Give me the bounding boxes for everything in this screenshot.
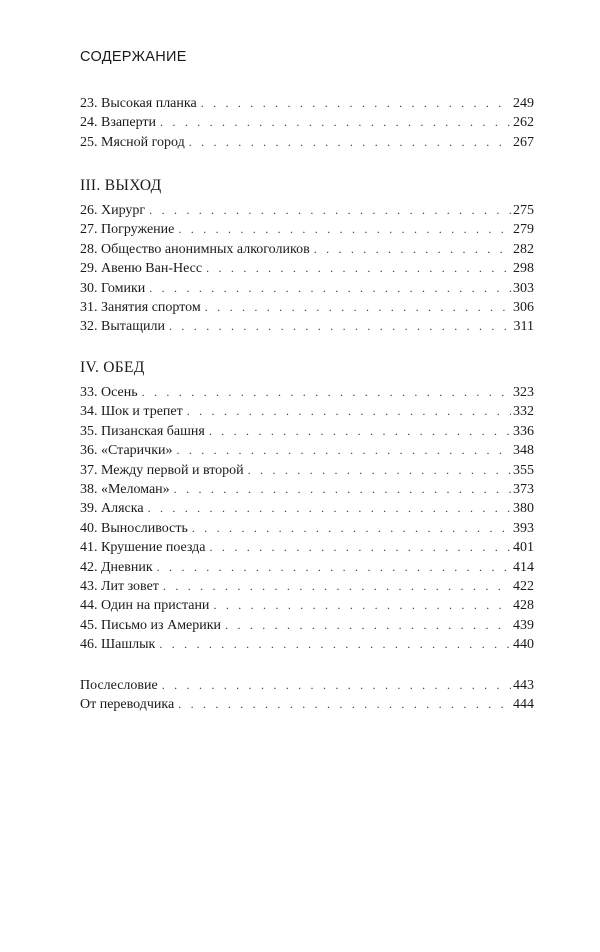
toc-entry-page-number: 355: [513, 462, 534, 478]
toc-entry-page-number: 439: [513, 617, 534, 633]
toc-back-matter: [80, 676, 534, 715]
toc-entry: [80, 441, 534, 460]
toc-entry-title: 33. Осень: [80, 385, 138, 400]
toc-entry-page-number: 393: [513, 520, 534, 536]
leader-dots: [206, 259, 511, 278]
part-title: IV. ОБЕД: [80, 359, 145, 376]
toc-entry: [80, 422, 534, 441]
toc-entry-title: 29. Авеню Ван-Несс: [80, 261, 203, 277]
toc-entry-page-number: 422: [513, 578, 534, 594]
toc-entry: [80, 558, 534, 577]
toc-group-top: [80, 94, 534, 152]
toc-entry: [80, 201, 534, 220]
toc-entry: [80, 279, 534, 298]
toc-entry-page-number: 323: [513, 385, 534, 400]
toc-entry: [80, 133, 534, 152]
part-title: III. ВЫХОД: [80, 177, 162, 194]
leader-dots: [205, 298, 511, 317]
toc-entry-page-number: 303: [513, 280, 534, 296]
toc-entry-title: 30. Гомики: [80, 280, 146, 296]
leader-dots: [159, 635, 511, 654]
leader-dots: [157, 558, 511, 577]
toc-entry-title: 46. Шашлык: [80, 637, 156, 653]
toc-entry: [80, 317, 534, 336]
toc-entry: [80, 480, 534, 499]
leader-dots: [314, 240, 511, 259]
toc-entry: [80, 383, 534, 402]
toc-entry-page-number: 279: [513, 222, 534, 238]
toc-entry: [80, 113, 534, 132]
toc-entry-page-number: 414: [513, 559, 534, 575]
toc-list: [80, 383, 534, 654]
toc-entry: [80, 240, 534, 259]
toc-entry: [80, 519, 534, 538]
toc-entry-page-number: 306: [513, 299, 534, 315]
toc-entry-page-number: 267: [513, 134, 534, 150]
toc-entry: [80, 94, 534, 113]
leader-dots: [174, 480, 511, 499]
toc-entry-title: 25. Мясной город: [80, 134, 185, 150]
toc-entry: [80, 596, 534, 615]
toc-entry-page-number: 440: [513, 637, 534, 653]
toc-entry-title: 34. Шок и трепет: [80, 404, 183, 420]
toc-entry-title: 43. Лит зовет: [80, 578, 159, 594]
toc-entry-title: 45. Письмо из Америки: [80, 617, 222, 633]
toc-entry-title: 41. Крушение поезда: [80, 540, 206, 556]
leader-dots: [187, 402, 511, 421]
leader-dots: [149, 201, 511, 220]
leader-dots: [248, 461, 511, 480]
toc-entry-page-number: 298: [513, 261, 534, 277]
leader-dots: [192, 519, 511, 538]
leader-dots: [178, 220, 511, 239]
toc-entry: [80, 220, 534, 239]
leader-dots: [163, 577, 511, 596]
leader-dots: [176, 441, 511, 460]
toc-entry: [80, 616, 534, 635]
toc-entry-page-number: 332: [513, 404, 534, 420]
toc-entry-title: 37. Между первой и второй: [80, 462, 244, 478]
toc-entry: [80, 538, 534, 557]
leader-dots: [149, 279, 511, 298]
toc-entry: [80, 461, 534, 480]
leader-dots: [225, 616, 511, 635]
leader-dots: [209, 422, 511, 441]
leader-dots: [210, 538, 511, 557]
leader-dots: [213, 596, 511, 615]
toc-entry: [80, 259, 534, 278]
leader-dots: [148, 499, 511, 518]
toc-entry-title: 38. «Меломан»: [80, 481, 170, 497]
toc-entry-title: 26. Хирург: [80, 203, 146, 218]
toc-list: [80, 201, 534, 337]
toc-entry-title: 32. Вытащили: [80, 319, 165, 335]
toc-entry-title: 42. Дневник: [80, 559, 153, 575]
toc-entry-title: 28. Общество анонимных алкоголиков: [80, 241, 310, 257]
toc-entry-page-number: 443: [513, 678, 534, 693]
toc-entry-page-number: 348: [513, 443, 534, 459]
toc-entry-page-number: 428: [513, 598, 534, 614]
toc-entry-title: 31. Занятия спортом: [80, 299, 201, 315]
toc-entry-title: 40. Выносливость: [80, 520, 188, 536]
leader-dots: [178, 695, 511, 714]
toc-entry-title: 44. Один на пристани: [80, 598, 210, 614]
leader-dots: [142, 383, 511, 402]
toc-entry-title: 39. Аляска: [80, 501, 144, 517]
toc-entry-page-number: 249: [513, 96, 534, 111]
toc-entry-page-number: 282: [513, 241, 534, 257]
page-header: СОДЕРЖАНИЕ: [80, 49, 187, 65]
toc-entry-page-number: 311: [513, 319, 534, 335]
toc-entry-title: 35. Пизанская башня: [80, 423, 205, 439]
leader-dots: [189, 133, 511, 152]
toc-entry-title: 36. «Старички»: [80, 443, 173, 459]
toc-entry-title: 24. Взаперти: [80, 115, 157, 131]
leader-dots: [162, 676, 511, 695]
toc-part-3: [80, 174, 534, 337]
toc-entry-page-number: 401: [513, 540, 534, 556]
toc-entry-page-number: 336: [513, 423, 534, 439]
toc-entry: [80, 298, 534, 317]
toc-entry-title: 23. Высокая планка: [80, 96, 197, 111]
toc-entry-title: 27. Погружение: [80, 222, 175, 238]
toc-entry-title: От переводчика: [80, 697, 175, 713]
toc-entry-title: Послесловие: [80, 678, 158, 693]
toc-entry: [80, 577, 534, 596]
toc-entry: [80, 635, 534, 654]
toc-entry-page-number: 275: [513, 203, 534, 218]
toc-entry-page-number: 262: [513, 115, 534, 131]
leader-dots: [201, 94, 511, 113]
toc-entry-page-number: 444: [513, 697, 534, 713]
toc-entry: [80, 402, 534, 421]
leader-dots: [169, 317, 512, 336]
toc-entry: [80, 676, 534, 695]
toc-entry-page-number: 373: [513, 481, 534, 497]
toc-entry: [80, 695, 534, 714]
toc-entry: [80, 499, 534, 518]
toc-part-4: [80, 356, 534, 654]
leader-dots: [160, 113, 511, 132]
toc-entry-page-number: 380: [513, 501, 534, 517]
